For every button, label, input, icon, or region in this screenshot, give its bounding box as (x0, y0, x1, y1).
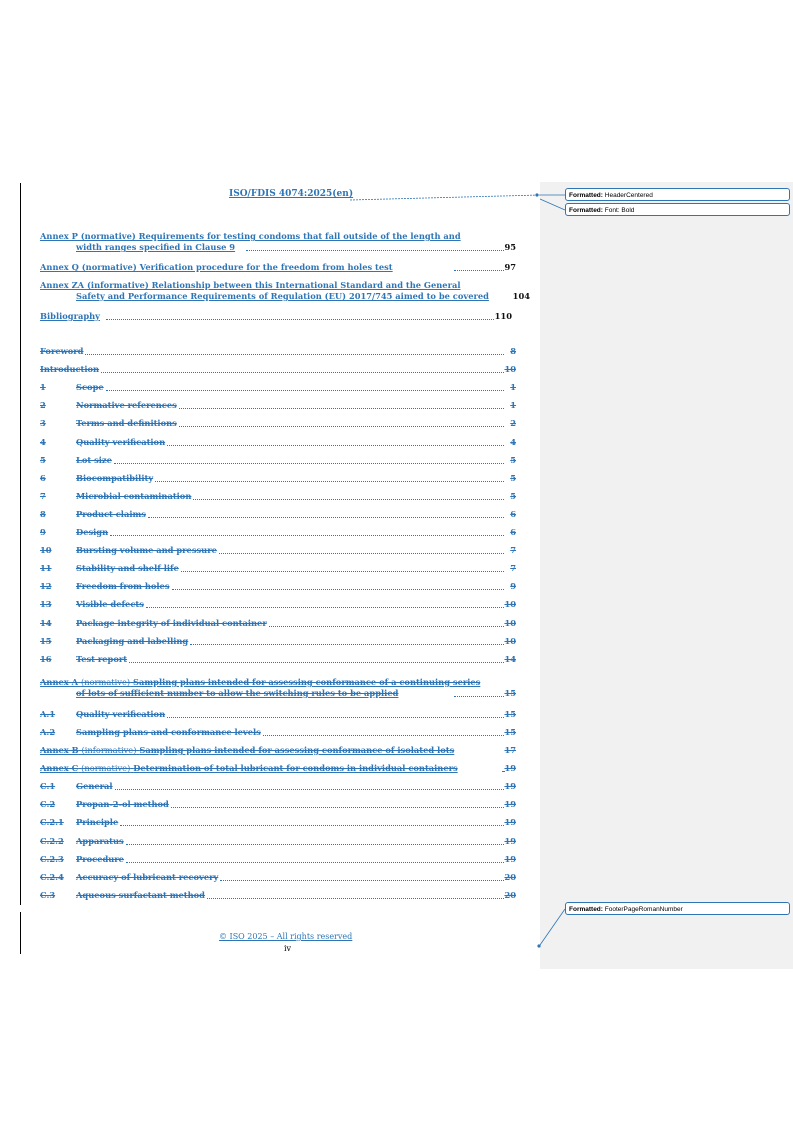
toc-page: 97 (504, 262, 516, 272)
toc-title: Sampling plans and conformance levels (76, 727, 261, 737)
toc-number: C.3 (40, 890, 56, 901)
toc-title: Annex ZA (informative) Relationship between this International Standard and the General (40, 280, 461, 290)
toc-page: 10 (504, 635, 516, 646)
toc-number: C.2.4 (40, 872, 64, 882)
toc-title: Lot size (76, 454, 112, 465)
toc-page: 110 (494, 311, 512, 321)
toc-page: 10 (504, 599, 516, 610)
toc-title: Product claims (76, 508, 146, 519)
toc-page: 1 (510, 400, 516, 411)
comment-balloon[interactable]: Formatted: FooterPageRomanNumber (565, 902, 790, 915)
toc-page: 9 (510, 581, 516, 592)
toc-page: 7 (510, 545, 516, 556)
toc-page: 15 (504, 709, 516, 719)
toc-number: C.2 (40, 799, 56, 810)
comment-balloon[interactable]: Formatted: HeaderCentered (565, 188, 790, 201)
toc-page: 6 (510, 527, 516, 537)
toc-page: 19 (504, 799, 516, 810)
toc-page: 19 (504, 853, 516, 864)
toc-title: Propan-2-ol method (76, 799, 169, 810)
toc-title: General (76, 781, 113, 791)
toc-title: Annex B (informative) Sampling plans intended for assessing conformance of isolated lots (40, 745, 455, 755)
toc-title: Annex A (normative) Sampling plans intended for assessing conformance of a continuing series (40, 677, 481, 687)
toc-number: 2 (40, 400, 46, 411)
toc-title: Terms and definitions (76, 418, 177, 429)
comment-balloon[interactable]: Formatted: Font: Bold (565, 203, 790, 216)
header-title: ISO/FDIS 4074:2025(en) (229, 189, 354, 199)
toc-title: Test report (76, 653, 128, 664)
toc-page: 8 (510, 346, 516, 356)
toc-page: 15 (504, 727, 516, 737)
toc-title: Principle (76, 817, 119, 828)
toc-page: 10 (504, 364, 516, 375)
toc-number: 6 (40, 472, 46, 483)
toc-page: 19 (504, 835, 516, 846)
toc-number: 11 (40, 563, 52, 574)
toc-title: Quality verification (76, 709, 166, 719)
toc-title: Annex C (normative) Determination of total lubricant for condoms in individual containers (40, 763, 458, 773)
toc-page: 6 (510, 508, 516, 519)
toc-page: 4 (510, 436, 516, 447)
toc-number: 14 (40, 617, 52, 628)
toc-page: 17 (504, 745, 516, 755)
toc-page: 19 (504, 781, 516, 791)
toc-number: 4 (40, 436, 46, 447)
toc-title: of lots of sufficient number to allow the switching rules to be applied (76, 688, 399, 698)
toc-number: C.2.2 (40, 835, 64, 846)
footer-page-number: iv (284, 944, 292, 953)
toc-title: Biocompatibility (76, 472, 154, 483)
toc-page: 5 (510, 490, 516, 501)
toc-number: A.1 (40, 709, 56, 719)
toc-title: Stability and shelf life (76, 563, 179, 574)
toc-number: 15 (40, 635, 52, 646)
toc-page: 10 (504, 617, 516, 628)
toc-title: Accuracy of lubricant recovery (76, 872, 219, 882)
toc-page: 5 (510, 454, 516, 465)
toc-number: 5 (40, 454, 46, 465)
toc-title: Scope (76, 382, 104, 393)
toc-number: C.2.3 (40, 853, 64, 864)
toc-number: 7 (40, 490, 46, 501)
toc-number: C.2.1 (40, 817, 64, 828)
toc-number: C.1 (40, 781, 56, 791)
toc-title: Freedom from holes (76, 581, 170, 592)
toc-title: Microbial contamination (76, 490, 192, 501)
toc-page: 15 (504, 688, 516, 698)
toc-number: 8 (40, 508, 46, 519)
toc-title: Quality verification (76, 436, 166, 447)
toc-page: 2 (510, 418, 516, 429)
toc-title: Aqueous surfactant method (76, 890, 205, 901)
toc-page: 19 (504, 817, 516, 828)
toc-page: 95 (504, 242, 516, 252)
toc-title: Normative references (76, 400, 177, 411)
toc-title: width ranges specified in Clause 9 (76, 242, 236, 252)
toc-title: Bursting volume and pressure (76, 545, 217, 556)
toc-title: Package integrity of individual container (76, 617, 267, 628)
toc-title: Apparatus (76, 835, 124, 846)
toc-number: 9 (40, 527, 46, 537)
toc-title: Visible defects (76, 599, 144, 610)
toc-title: Annex P (normative) Requirements for testing condoms that fall outside of the length and (40, 231, 461, 241)
toc-number: 10 (40, 545, 52, 556)
toc-title: Foreword (40, 346, 84, 356)
toc-title: Introduction (40, 364, 100, 375)
toc-number: 3 (40, 418, 46, 429)
toc-title: Safety and Performance Requirements of Regulation (EU) 2017/745 aimed to be covered (76, 291, 489, 301)
toc-page: 5 (510, 472, 516, 483)
toc-title: Design (76, 527, 109, 537)
toc-page: 104 (512, 291, 530, 301)
toc-title: Packaging and labelling (76, 635, 189, 646)
toc-page: 7 (510, 563, 516, 574)
toc-page: 20 (504, 890, 516, 901)
toc-page: 14 (504, 653, 516, 664)
toc-page: 19 (504, 763, 516, 773)
toc-title: Procedure (76, 853, 124, 864)
toc-page: 1 (510, 382, 516, 393)
toc-title: Bibliography (40, 311, 101, 321)
toc-page: 20 (504, 872, 516, 882)
toc-number: 13 (40, 599, 52, 610)
toc-number: A.2 (40, 727, 56, 737)
footer-copyright: © ISO 2025 – All rights reserved (219, 932, 353, 941)
toc-title: Annex Q (normative) Verification procedure for the freedom from holes test (40, 262, 393, 272)
toc-number: 12 (40, 581, 52, 592)
toc-number: 1 (40, 382, 46, 393)
toc-number: 16 (40, 653, 52, 664)
